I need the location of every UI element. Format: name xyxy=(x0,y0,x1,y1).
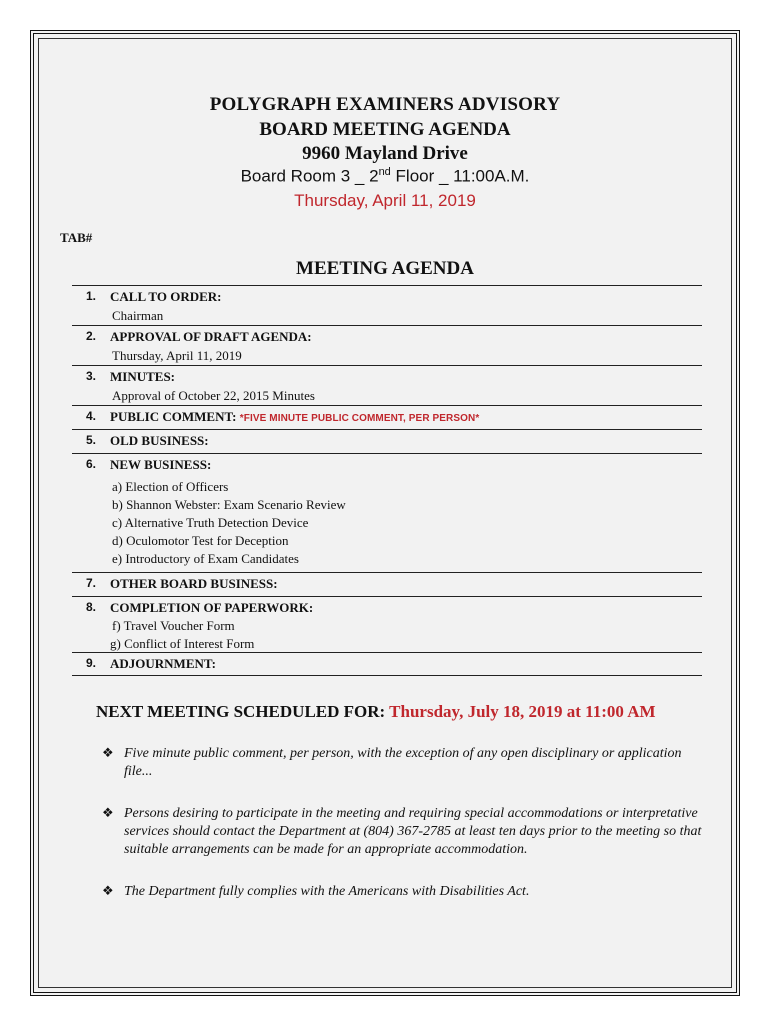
agenda-item-number: 1. xyxy=(86,289,97,303)
diamond-bullet-icon: ❖ xyxy=(102,806,114,821)
next-meeting xyxy=(96,702,656,722)
agenda-item-number: 7. xyxy=(86,576,97,590)
agenda-item-note: *FIVE MINUTE PUBLIC COMMENT, PER PERSON* xyxy=(239,413,480,424)
agenda-item-title-text: ADJOURNMENT: xyxy=(110,656,216,671)
agenda-item-title xyxy=(110,576,278,592)
room-line-sup: nd xyxy=(378,166,391,178)
agenda-item-title xyxy=(110,600,313,616)
agenda-item-number: 5. xyxy=(86,433,97,447)
agenda-item-title-text: OLD BUSINESS: xyxy=(110,433,209,448)
note-text: Five minute public comment, per person, with the exception of any open disciplinary or application file... xyxy=(124,746,682,779)
agenda-item xyxy=(72,453,702,572)
agenda-item xyxy=(72,285,702,325)
agenda-item-title-text: OTHER BOARD BUSINESS: xyxy=(110,576,278,591)
agenda-item-title xyxy=(110,656,216,672)
next-meeting-date: Thursday, July 18, 2019 at 11:00 AM xyxy=(389,702,656,721)
agenda-item xyxy=(72,429,702,453)
title-line-2: BOARD MEETING AGENDA xyxy=(259,119,511,140)
note-text: The Department fully complies with the Americans with Disabilities Act. xyxy=(124,884,530,899)
agenda-item-title-text: NEW BUSINESS: xyxy=(110,457,212,472)
agenda-item-title xyxy=(110,369,175,385)
agenda-sub-item: d) Oculomotor Test for Deception xyxy=(112,533,289,548)
agenda-sub-item: c) Alternative Truth Detection Device xyxy=(112,515,309,530)
agenda-sub-item: e) Introductory of Exam Candidates xyxy=(112,551,299,566)
agenda-item-number: 4. xyxy=(86,409,97,423)
agenda-item-title xyxy=(110,433,209,449)
agenda-item xyxy=(72,405,702,429)
agenda-sub-item: f) Travel Voucher Form xyxy=(112,618,235,633)
agenda-sub-item: g) Conflict of Interest Form xyxy=(110,636,255,651)
address-line: 9960 Mayland Drive xyxy=(302,143,468,164)
note-item xyxy=(102,805,712,859)
agenda-sub-item: Approval of October 22, 2015 Minutes xyxy=(112,388,315,403)
agenda-item xyxy=(72,572,702,596)
note-text: Persons desiring to participate in the meeting and requiring special accommodations or interpretative services should contact the Department at (804) 367-2785 at least ten days prior to the meeting so that suitable arrangements can be made for an appropriate accommodation. xyxy=(124,806,702,857)
agenda-table xyxy=(72,285,702,676)
agenda-item-title xyxy=(110,409,479,425)
agenda-item xyxy=(72,325,702,365)
agenda-sub-item: Thursday, April 11, 2019 xyxy=(112,348,242,363)
agenda-item-title-text: APPROVAL OF DRAFT AGENDA: xyxy=(110,329,312,344)
agenda-sub-item: b) Shannon Webster: Exam Scenario Review xyxy=(112,497,346,512)
agenda-item-number: 2. xyxy=(86,329,97,343)
agenda-item xyxy=(72,365,702,405)
meeting-date: Thursday, April 11, 2019 xyxy=(294,191,476,210)
agenda-item-number: 6. xyxy=(86,457,97,471)
note-item xyxy=(102,883,712,901)
agenda-item-number: 3. xyxy=(86,369,97,383)
tab-label: TAB# xyxy=(60,230,93,245)
agenda-item xyxy=(72,596,702,652)
title-line-1: POLYGRAPH EXAMINERS ADVISORY xyxy=(209,94,561,115)
agenda-item-title-text: MINUTES: xyxy=(110,369,176,384)
document-page xyxy=(30,30,740,996)
agenda-item-title-text: CALL TO ORDER: xyxy=(110,289,222,304)
agenda-item-title xyxy=(110,289,222,305)
agenda-item-number: 8. xyxy=(86,600,97,614)
notes-list xyxy=(102,745,712,901)
note-item xyxy=(102,745,712,781)
diamond-bullet-icon: ❖ xyxy=(102,746,114,761)
agenda-sub-item: a) Election of Officers xyxy=(112,479,229,494)
diamond-bullet-icon: ❖ xyxy=(102,884,114,899)
room-line xyxy=(34,166,736,187)
agenda-item-title xyxy=(110,457,211,473)
agenda-item-number: 9. xyxy=(86,656,97,670)
room-line-post: Floor _ 11:00A.M. xyxy=(390,166,530,186)
agenda-item-title-text: PUBLIC COMMENT: xyxy=(110,409,240,424)
agenda-title: MEETING AGENDA xyxy=(296,258,474,279)
room-line-pre: Board Room 3 _ 2 xyxy=(240,166,379,186)
agenda-item-title-text: COMPLETION OF PAPERWORK: xyxy=(110,600,314,615)
agenda-sub-item: Chairman xyxy=(112,308,164,323)
agenda-item xyxy=(72,652,702,676)
next-meeting-label: NEXT MEETING SCHEDULED FOR: xyxy=(96,702,390,721)
agenda-item-title xyxy=(110,329,312,345)
